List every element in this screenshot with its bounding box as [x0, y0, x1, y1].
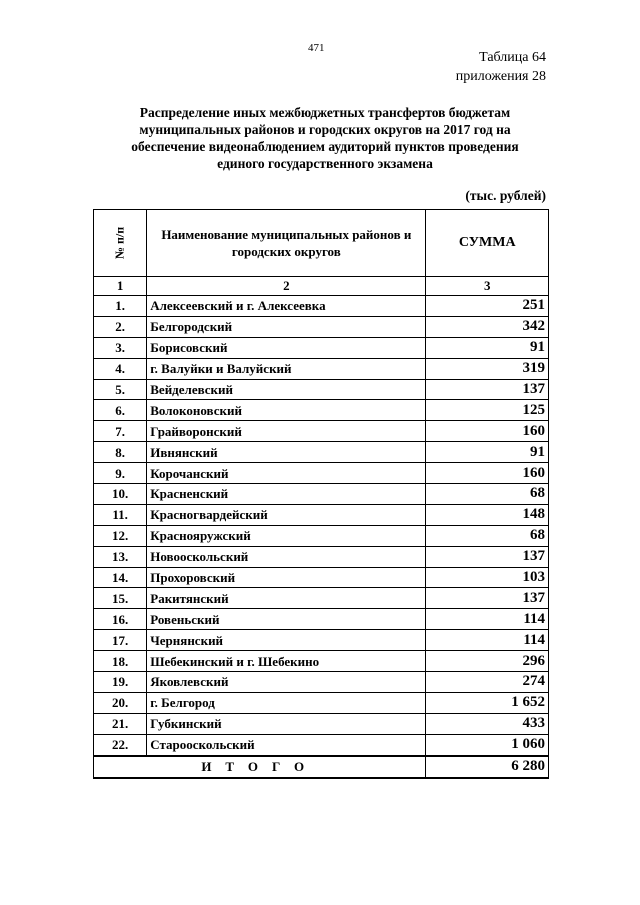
row-sum: 433	[426, 713, 549, 734]
row-name: Красненский	[147, 484, 426, 505]
row-number: 14.	[94, 567, 147, 588]
row-sum: 91	[426, 442, 549, 463]
row-sum: 68	[426, 525, 549, 546]
header-name: Наименование муниципальных районов и городских округов	[147, 210, 426, 277]
row-name: Белгородский	[147, 316, 426, 337]
table-row	[94, 400, 549, 421]
row-sum: 342	[426, 316, 549, 337]
row-sum: 137	[426, 546, 549, 567]
row-number: 9.	[94, 463, 147, 484]
row-name: Чернянский	[147, 630, 426, 651]
row-sum: 125	[426, 400, 549, 421]
row-name: Яковлевский	[147, 672, 426, 693]
row-sum: 1 652	[426, 692, 549, 713]
row-sum: 137	[426, 379, 549, 400]
row-sum: 148	[426, 504, 549, 525]
units-label: (тыс. рублей)	[465, 188, 546, 203]
document-title: Распределение иных межбюджетных трансфертов бюджетам муниципальных районов и городских округов на 2017 год на обеспечение видеонаблюдением аудиторий пунктов проведения единого государственного экзамена	[131, 105, 519, 171]
row-number: 16.	[94, 609, 147, 630]
row-name: Вейделевский	[147, 379, 426, 400]
table-row	[94, 296, 549, 317]
table-row	[94, 421, 549, 442]
row-number: 1.	[94, 296, 147, 317]
row-sum: 103	[426, 567, 549, 588]
table-row	[94, 316, 549, 337]
row-name: г. Белгород	[147, 692, 426, 713]
row-sum: 160	[426, 463, 549, 484]
row-name: Ивнянский	[147, 442, 426, 463]
row-name: г. Валуйки и Валуйский	[147, 358, 426, 379]
row-name: Грайворонский	[147, 421, 426, 442]
header-num-label: № п/п	[112, 226, 127, 260]
row-name: Борисовский	[147, 337, 426, 358]
table-row	[94, 463, 549, 484]
table-row	[94, 734, 549, 755]
table-row	[94, 588, 549, 609]
row-name: Алексеевский и г. Алексеевка	[147, 296, 426, 317]
row-sum: 114	[426, 630, 549, 651]
row-sum: 68	[426, 484, 549, 505]
row-sum: 137	[426, 588, 549, 609]
table-label-line2: приложения 28	[455, 69, 546, 84]
row-sum: 274	[426, 672, 549, 693]
table-row	[94, 504, 549, 525]
table-row	[94, 630, 549, 651]
column-index-row	[94, 277, 549, 296]
column-index: 2	[147, 277, 426, 296]
row-name: Прохоровский	[147, 567, 426, 588]
transfers-table	[93, 209, 549, 779]
row-number: 12.	[94, 525, 147, 546]
table-row	[94, 567, 549, 588]
row-number: 21.	[94, 713, 147, 734]
total-sum: 6 280	[426, 756, 549, 778]
row-sum: 114	[426, 609, 549, 630]
table-row	[94, 651, 549, 672]
row-number: 7.	[94, 421, 147, 442]
row-sum: 251	[426, 296, 549, 317]
table-row	[94, 358, 549, 379]
table-row	[94, 442, 549, 463]
row-name: Ровеньский	[147, 609, 426, 630]
row-number: 2.	[94, 316, 147, 337]
row-number: 15.	[94, 588, 147, 609]
row-name: Новооскольский	[147, 546, 426, 567]
total-label: ИТОГО	[94, 756, 426, 778]
row-number: 19.	[94, 672, 147, 693]
row-number: 3.	[94, 337, 147, 358]
row-name: Старооскольский	[147, 734, 426, 755]
row-name: Ракитянский	[147, 588, 426, 609]
table-row	[94, 546, 549, 567]
row-sum: 1 060	[426, 734, 549, 755]
table-row	[94, 713, 549, 734]
row-sum: 160	[426, 421, 549, 442]
row-number: 22.	[94, 734, 147, 755]
row-number: 5.	[94, 379, 147, 400]
row-number: 13.	[94, 546, 147, 567]
row-sum: 91	[426, 337, 549, 358]
page-number: 471	[308, 42, 325, 54]
row-name: Краснояружский	[147, 525, 426, 546]
table-row	[94, 379, 549, 400]
total-row	[94, 756, 549, 778]
header-num	[94, 210, 147, 277]
row-number: 20.	[94, 692, 147, 713]
table-row	[94, 609, 549, 630]
table-row	[94, 672, 549, 693]
column-index: 3	[426, 277, 549, 296]
table-label-line1: Таблица 64	[479, 50, 546, 65]
row-name: Корочанский	[147, 463, 426, 484]
table-row	[94, 337, 549, 358]
row-sum: 319	[426, 358, 549, 379]
table-label	[456, 48, 546, 86]
table-row	[94, 525, 549, 546]
row-number: 6.	[94, 400, 147, 421]
row-number: 8.	[94, 442, 147, 463]
row-number: 18.	[94, 651, 147, 672]
column-index: 1	[94, 277, 147, 296]
row-name: Волоконовский	[147, 400, 426, 421]
row-number: 10.	[94, 484, 147, 505]
table-header-row	[94, 210, 549, 277]
row-name: Шебекинский и г. Шебекино	[147, 651, 426, 672]
row-number: 11.	[94, 504, 147, 525]
row-sum: 296	[426, 651, 549, 672]
header-sum: СУММА	[426, 210, 549, 277]
row-number: 17.	[94, 630, 147, 651]
table-row	[94, 692, 549, 713]
row-name: Губкинский	[147, 713, 426, 734]
row-number: 4.	[94, 358, 147, 379]
table-row	[94, 484, 549, 505]
row-name: Красногвардейский	[147, 504, 426, 525]
